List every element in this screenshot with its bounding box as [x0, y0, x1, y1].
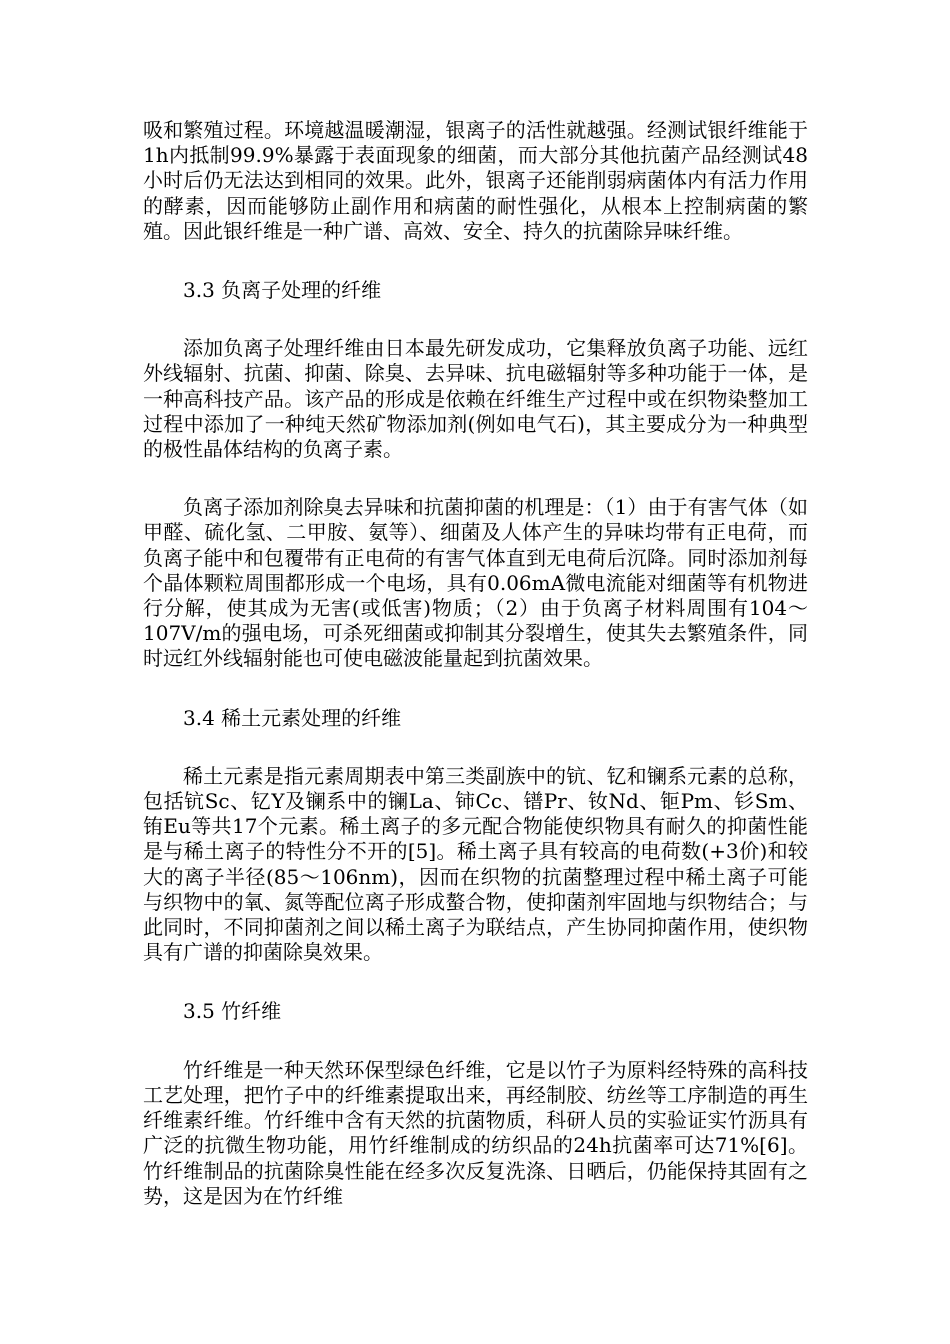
- paragraph-bamboo-fiber: 竹纤维是一种天然环保型绿色纤维，它是以竹子为原料经特殊的高科技工艺处理，把竹子中的纤维素提取出来，再经制胶、纺丝等工序制造的再生纤维素纤维。竹纤维中含有天然的抗菌物质，科研人员的实验证实竹沥具有广泛的抗微生物功能，用竹纤维制成的纺织品的24h抗菌率可达71%[6]。竹纤维制品的抗菌除臭性能在经多次反复洗涤、日晒后，仍能保持其固有之势，这是因为在竹纤维: [143, 1057, 808, 1208]
- spacer: [143, 965, 808, 999]
- spacer: [143, 462, 808, 495]
- paragraph-silver-fiber-continued: 吸和繁殖过程。环境越温暖潮湿，银离子的活性就越强。经测试银纤维能于1h内抵制99.9%暴露于表面现象的细菌，而大部分其他抗菌产品经测试48小时后仍无法达到相同的效果。此外，银离子还能削弱病菌体内有活力作用的酵素，因而能够防止副作用和病菌的耐性强化，从根本上控制病菌的繁殖。因此银纤维是一种广谱、高效、安全、持久的抗菌除异味纤维。: [143, 118, 808, 243]
- section-heading-3-5: 3.5 竹纤维: [183, 999, 282, 1024]
- spacer: [143, 731, 808, 764]
- section-heading-3-3: 3.3 负离子处理的纤维: [183, 278, 382, 303]
- spacer: [143, 672, 808, 706]
- paragraph-negative-ion-mechanism: 负离子添加剂除臭去异味和抗菌抑菌的机理是：（1）由于有害气体（如甲醛、硫化氢、二甲胺、氨等）、细菌及人体产生的异味均带有正电荷，而负离子能中和包覆带有正电荷的有害气体直到无电荷后沉降。同时添加剂每个晶体颗粒周围都形成一个电场，具有0.06mA微电流能对细菌等有机物进行分解，使其成为无害(或低害)物质；（2）由于负离子材料周围有104～107V/m的强电场，可杀死细菌或抑制其分裂增生，使其失去繁殖条件，同时远红外线辐射能也可使电磁波能量起到抗菌效果。: [143, 495, 808, 671]
- document-page: [143, 118, 808, 1209]
- paragraph-rare-earth: 稀土元素是指元素周期表中第三类副族中的钪、钇和镧系元素的总称，包括钪Sc、钇Y及镧系中的镧La、铈Cc、镨Pr、钕Nd、钷Pm、钐Sm、铕Eu等共17个元素。稀土离子的多元配合物能使织物具有耐久的抑菌性能是与稀土离子的特性分不开的[5]。稀土离子具有较高的电荷数(+3价)和较大的离子半径(85～106nm)，因而在织物的抗菌整理过程中稀土离子可能与织物中的氧、氮等配位离子形成螯合物，使抑菌剂牢固地与织物结合；与此同时，不同抑菌剂之间以稀土离子为联结点，产生协同抑菌作用，使织物具有广谱的抑菌除臭效果。: [143, 763, 808, 965]
- section-heading-3-4: 3.4 稀土元素处理的纤维: [183, 705, 402, 730]
- spacer: [143, 303, 808, 336]
- paragraph-negative-ion-intro: 添加负离子处理纤维由日本最先研发成功，它集释放负离子功能、远红外线辐射、抗菌、抑菌、除臭、去异味、抗电磁辐射等多种功能于一体，是一种高科技产品。该产品的形成是依赖在纤维生产过程中或在织物染整加工过程中添加了一种纯天然矿物添加剂(例如电气石)，其主要成分为一种典型的极性晶体结构的负离子素。: [143, 336, 808, 462]
- spacer: [143, 244, 808, 278]
- spacer: [143, 1025, 808, 1058]
